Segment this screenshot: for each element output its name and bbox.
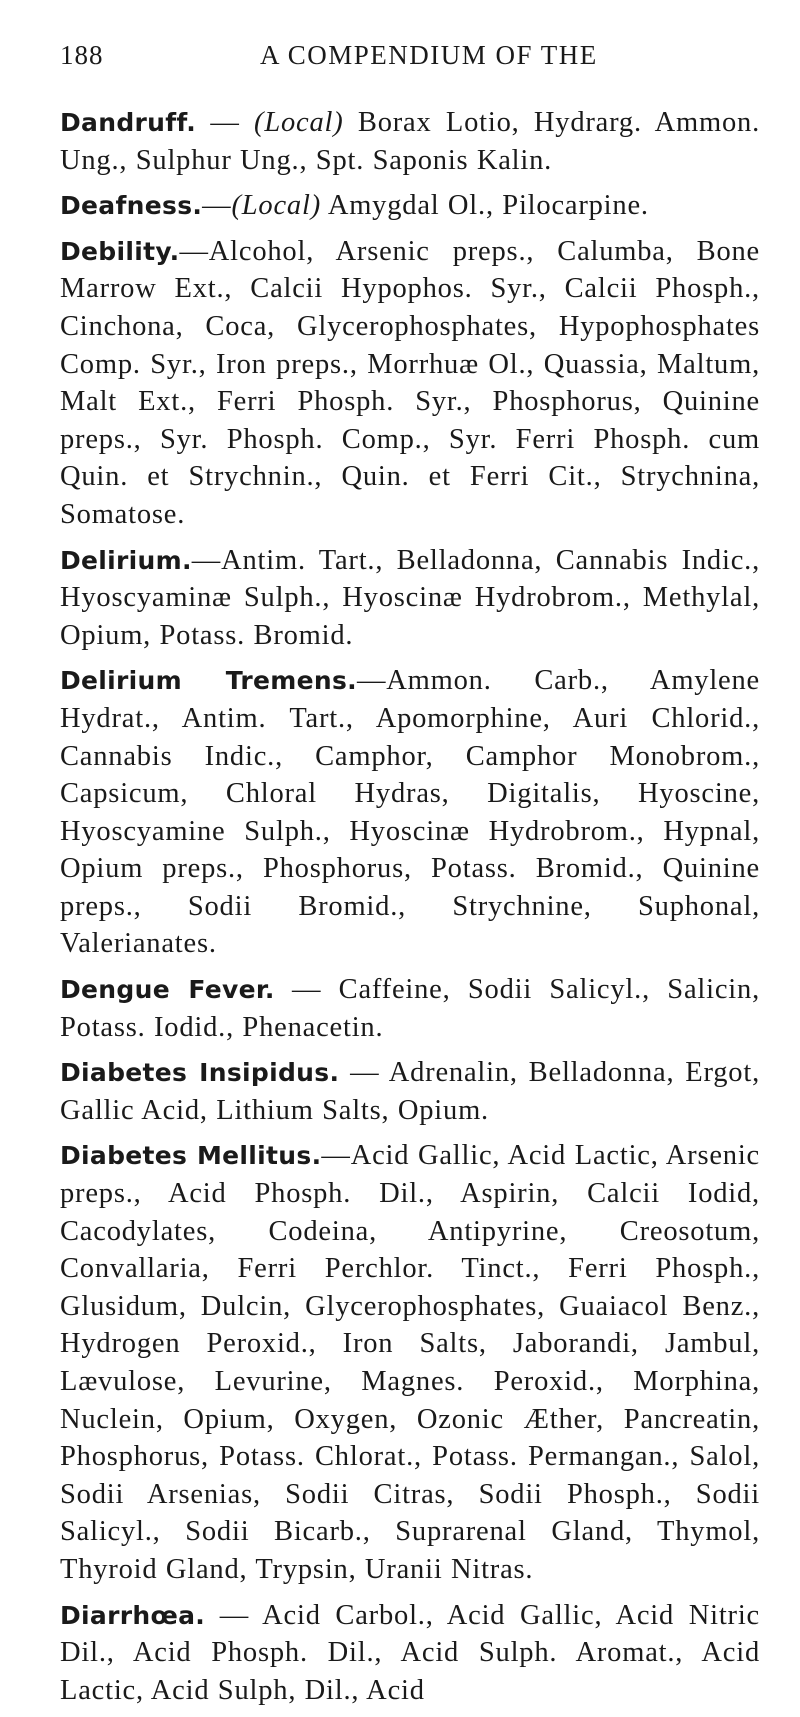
entry-delirium-tremens <box>60 662 760 963</box>
entry-separator: — <box>356 665 387 697</box>
entry-term: Diabetes Mellitus. <box>60 1141 322 1171</box>
entry-qualifier: (Local) <box>254 107 344 138</box>
entry-dengue-fever <box>60 971 760 1046</box>
entry-text: Borax Lotio, Hydrarg. Ammon. Ung., Sulphur Ung., Spt. Saponis Kalin. <box>60 107 760 176</box>
entry-text: Acid Carbol., Acid Gallic, Acid Nitric Dil., Acid Phosph. Dil., Acid Sulph. Aromat., Acid Lactic, Acid Sulph, Dil., Acid <box>60 1599 761 1706</box>
entry-diabetes-insipidus <box>60 1054 760 1129</box>
entry-text: Alcohol, Arsenic preps., Calumba, Bone Marrow Ext., Calcii Hypophos. Syr., Calcii Phosph., Cinchona, Coca, Glycerophosphates, Hypophosphates Comp. Syr., Iron preps., Morrhuæ Ol., Quassia, Maltum, Malt Ext., Ferri Phosph. Syr., Phosphorus, Quinine preps., Syr. Phosph. Comp., Syr. Ferri Phosph. cum Quin. et Strychnin., Quin. et Ferri Cit., Strychnina, Somatose. <box>60 235 760 530</box>
entry-dandruff <box>60 104 760 179</box>
entry-qualifier: (Local) <box>231 190 321 222</box>
entries <box>60 104 760 1709</box>
entry-term: Delirium. <box>60 545 192 575</box>
entry-diabetes-mellitus <box>60 1137 760 1588</box>
running-title: A COMPENDIUM OF THE <box>260 40 598 70</box>
entry-separator: — <box>205 1599 263 1631</box>
page-number: 188 <box>60 40 104 70</box>
entry-separator: — <box>321 1140 351 1172</box>
entry-text: Antim. Tart., Belladonna, Cannabis Indic., Hyoscyaminæ Sulph., Hyoscinæ Hydrobrom., Methylal, Opium, Potass. Bromid. <box>60 544 760 651</box>
entry-text: Adrenalin, Belladonna, Ergot, Gallic Acid, Lithium Salts, Opium. <box>60 1057 760 1126</box>
entry-term: Dandruff. <box>60 108 197 137</box>
entry-separator: — <box>196 107 255 138</box>
entry-separator: — <box>179 235 209 267</box>
entry-term: Debility. <box>60 236 180 266</box>
running-head <box>60 40 760 86</box>
entry-term: Dengue Fever. <box>60 975 275 1005</box>
entry-text: Acid Gallic, Acid Lactic, Arsenic preps., Acid Phosph. Dil., Aspirin, Calcii Iodid, Cacodylates, Codeina, Antipyrine, Creosotum, Convallaria, Ferri Perchlor. Tinct., Ferri Phosph., Glusidum, Dulcin, Glycerophosphates, Guaiacol Benz., Hydrogen Peroxid., Iron Salts, Jaborandi, Jambul, Lævulose, Levurine, Magnes. Peroxid., Morphina, Nuclein, Opium, Oxygen, Ozonic Æther, Pancreatin, Phosphorus, Potass. Chlorat., Potass. Permangan., Salol, Sodii Arsenias, Sodii Citras, Sodii Phosph., Sodii Salicyl., Sodii Bicarb., Suprarenal Gland, Thymol, Thyroid Gland, Trypsin, Uranii Nitras. <box>60 1140 761 1585</box>
entry-separator: — <box>274 974 339 1006</box>
entry-deafness <box>60 187 760 225</box>
entry-debility <box>60 233 760 534</box>
entry-separator: — <box>191 544 222 576</box>
entry-text: Caffeine, Sodii Salicyl., Salicin, Potass. Iodid., Phenacetin. <box>60 974 760 1043</box>
entry-term: Delirium Tremens. <box>60 666 357 696</box>
entry-text: Ammon. Carb., Amylene Hydrat., Antim. Tart., Apomorphine, Auri Chlorid., Cannabis Indic., Camphor, Camphor Monobrom., Capsicum, Chloral Hydras, Digitalis, Hyoscine, Hyoscyamine Sulph., Hyoscinæ Hydrobrom., Hypnal, Opium preps., Phosphorus, Potass. Bromid., Quinine preps., Sodii Bromid., Strychnine, Suphonal, Valerianates. <box>60 665 761 960</box>
entry-text: Amygdal Ol., Pilocarpine. <box>320 190 649 222</box>
entry-term: Diabetes Insipidus. <box>60 1058 340 1088</box>
entry-delirium <box>60 542 760 655</box>
entry-separator: — <box>339 1057 389 1089</box>
entry-term: Diarrhœa. <box>60 1600 206 1630</box>
entry-term: Deafness. <box>60 191 203 221</box>
entry-separator: — <box>202 190 232 222</box>
page <box>60 40 760 1717</box>
entry-diarrhoea <box>60 1597 760 1710</box>
